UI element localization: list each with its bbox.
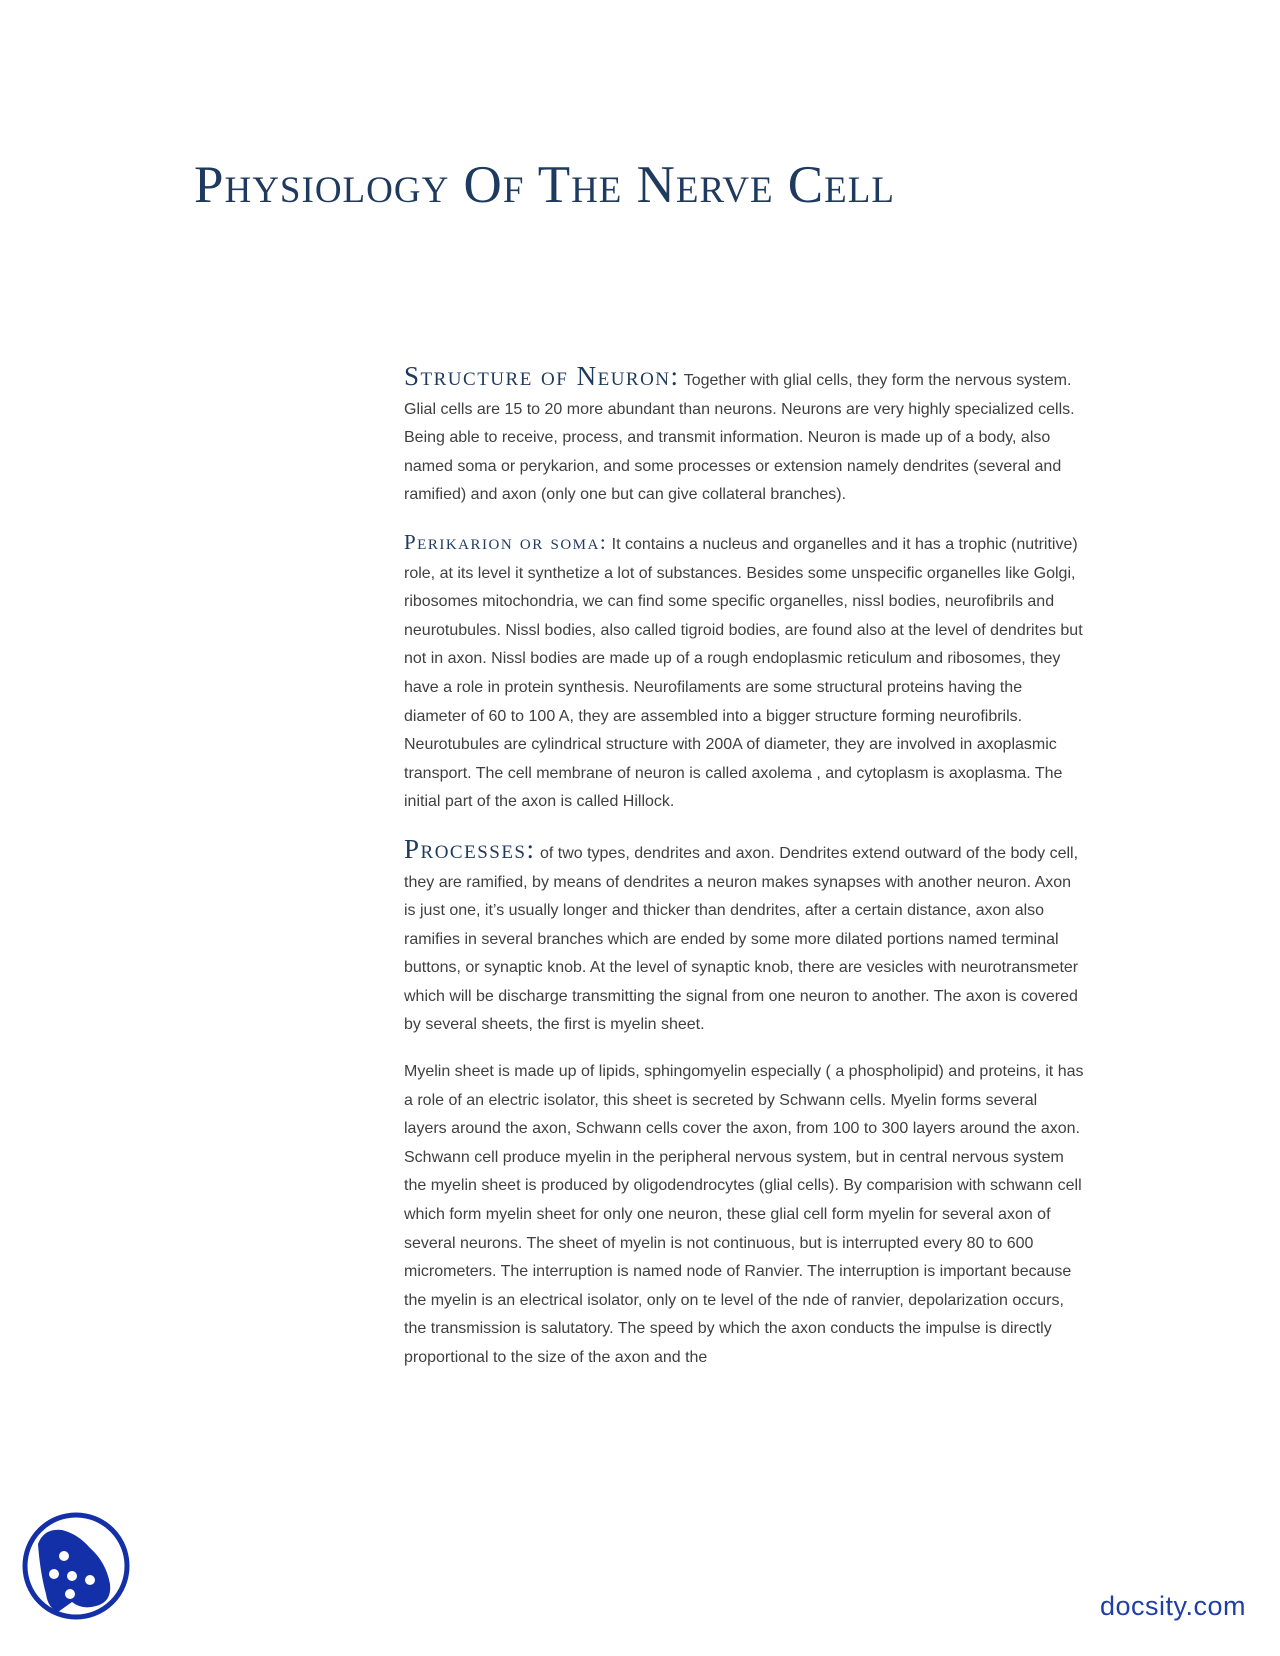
section-heading-processes: Processes: [404,833,536,864]
section-text-processes: of two types, dendrites and axon. Dendrites extend outward of the body cell, they are ramified, by means of dendrites a neuron makes synapses with another neuron. Axon is just one, it’s usually longer and thicker than dendrites, after a certain distance, axon also ramifies in several branches which are ended by some more dilated portions named terminal buttons, or synaptic knob. At the level of synaptic knob, there are vesicles with neurotransmeter which will be discharge transmitting the signal from one neuron to another. The axon is covered by several sheets, the first is myelin sheet. [404,844,1079,1034]
paragraph-processes [404,835,1084,1040]
page-title: Physiology Of The Nerve Cell [194,156,895,214]
section-heading-perikarion: Perikarion or soma: [404,529,608,554]
document-body [404,362,1084,1391]
paragraph-structure-of-neuron [404,362,1084,510]
paragraph-perikarion [404,528,1084,817]
section-text-structure-of-neuron: Together with glial cells, they form the nervous system. Glial cells are 15 to 20 more abundant than neurons. Neurons are very highly specialized cells. Being able to receive, process, and transmit information. Neuron is made up of a body, also named soma or perykarion, and some processes or extension namely dendrites (several and ramified) and axon (only one but can give collateral branches). [404,372,1075,504]
section-heading-structure-of-neuron: Structure of Neuron: [404,361,680,391]
docsity-brand-link[interactable]: docsity.com [1100,1591,1247,1621]
paragraph-myelin: Myelin sheet is made up of lipids, sphingomyelin especially ( a phospholipid) and proteins, it has a role of an electric isolator, this sheet is secreted by Schwann cells. Myelin forms several layers around the axon, Schwann cells cover the axon, from 100 to 300 layers around the axon. Schwann cell produce myelin in the peripheral nervous system, but in central nervous system the myelin sheet is produced by oligodendrocytes (glial cells). By comparision with schwann cell which form myelin sheet for only one neuron, these glial cell form myelin for several axon of several neurons. The sheet of myelin is not continuous, but is interrupted every 80 to 600 micrometers. The interruption is named node of Ranvier. The interruption is important because the myelin is an electrical isolator, only on te level of the nde of ranvier, depolarization occurs, the transmission is salutatory. The speed by which the axon conducts the impulse is directly proportional to the size of the axon and the [404,1063,1084,1366]
section-text-perikarion: It contains a nucleus and organelles and it has a trophic (nutritive) role, at its level it synthetize a lot of substances. Besides some unspecific organelles like Golgi, ribosomes mitochondria, we can find some specific organelles, nissl bodies, neurofibrils and neurotubules. Nissl bodies, also called tigroid bodies, are found also at the level of dendrites but not in axon. Nissl bodies are made up of a rough endoplasmic reticulum and ribosomes, they have a role in protein synthesis. Neurofilaments are some structural proteins having the diameter of 60 to 100 A, they are assembled into a bigger structure forming neurofibrils. Neurotubules are cylindrical structure with 200A of diameter, they are involved in axoplasmic transport. The cell membrane of neuron is called axolema , and cytoplasm is axoplasma. The initial part of the axon is called Hillock. [404,535,1083,811]
docsity-logo-icon[interactable] [20,1510,132,1622]
